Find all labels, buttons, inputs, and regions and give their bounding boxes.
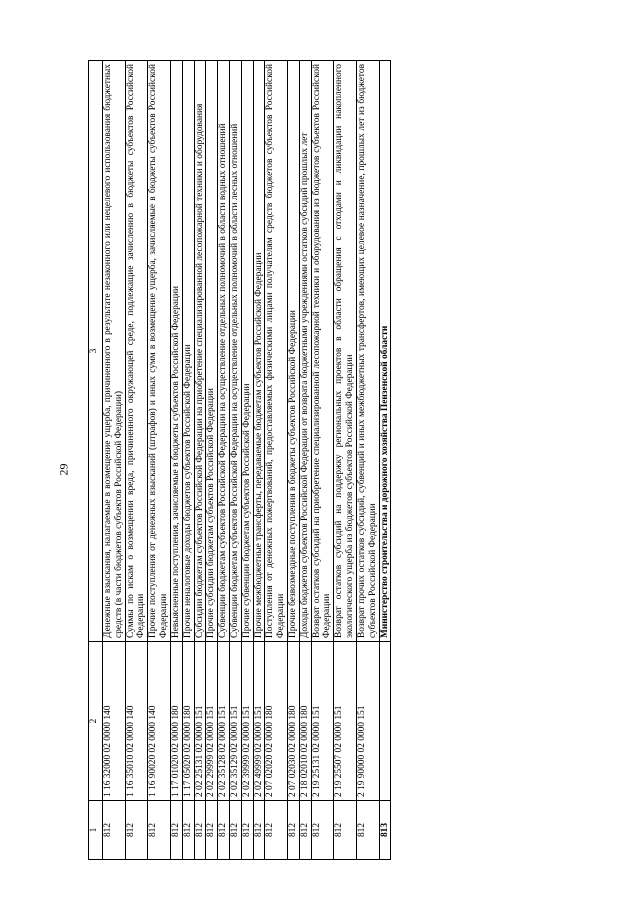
admin-code-cell: 812 [229, 801, 241, 860]
table-row [148, 61, 171, 860]
revenue-code-cell: 1 16 35010 02 0000 140 [125, 642, 148, 801]
table-container [88, 60, 558, 860]
revenue-name-cell: Прочие межбюджетные трансферты, передаваемые бюджетам субъектов Российской Федерации [253, 61, 265, 642]
table-row [170, 61, 182, 860]
admin-code-cell: 812 [356, 801, 379, 860]
table-row [288, 61, 300, 860]
table-row [194, 61, 206, 860]
admin-code-cell: 812 [170, 801, 182, 860]
revenue-code-cell: 2 02 25131 02 0000 151 [194, 642, 206, 801]
table-row [218, 61, 230, 860]
rotated-table-wrapper [88, 60, 558, 860]
page-number: 29 [56, 463, 71, 476]
revenue-code-cell: 2 19 25131 02 0000 151 [311, 642, 334, 801]
admin-code-cell: 812 [194, 801, 206, 860]
revenue-name-cell: Невыясненные поступления, зачисляемые в бюджеты субъектов Российской Федерации [170, 61, 182, 642]
header-col-2: 2 [89, 642, 103, 801]
admin-code-cell: 812 [103, 801, 126, 860]
revenue-name-cell: Субвенции бюджетам субъектов Российской Федерации на осуществление отдельных полномочий в области водных отношений [218, 61, 230, 642]
section-header-row [379, 61, 391, 860]
revenue-name-cell: Прочие неналоговые доходы бюджетов субъектов Российской Федерации [182, 61, 194, 642]
revenue-code-cell: 1 17 01020 02 0000 180 [170, 642, 182, 801]
revenue-name-cell: Возврат прочих остатков субсидий, субвенций и иных межбюджетных трансфертов, имеющих целевое назначение, прошлых лет из бюджетов субъектов Российской Федерации [356, 61, 379, 642]
revenue-name-cell: Возврат остатков субсидий на приобретение специализированной лесопожарной техники и оборудования из бюджетов субъектов Российской Федерации [311, 61, 334, 642]
section-empty-cell [379, 642, 391, 801]
admin-code-cell: 812 [125, 801, 148, 860]
table-row [253, 61, 265, 860]
revenue-code-cell: 1 17 05020 02 0000 180 [182, 642, 194, 801]
revenue-code-cell: 2 02 49999 02 0000 151 [253, 642, 265, 801]
admin-code-cell: 812 [148, 801, 171, 860]
table-row [125, 61, 148, 860]
table-row [206, 61, 218, 860]
admin-code-cell: 812 [299, 801, 311, 860]
table-row [229, 61, 241, 860]
table-row [356, 61, 379, 860]
table-row [311, 61, 334, 860]
table-row [299, 61, 311, 860]
section-title: Министерство строительства и дорожного хозяйства Пензенской области [379, 61, 391, 642]
revenue-name-cell: Доходы бюджетов субъектов Российской Федерации от возврата бюджетными учреждениями остатков субсидий прошлых лет [299, 61, 311, 642]
revenue-code-cell: 2 19 25507 02 0000 151 [334, 642, 357, 801]
header-col-1: 1 [89, 801, 103, 860]
admin-code-cell: 812 [311, 801, 334, 860]
revenue-name-cell: Субвенции бюджетам субъектов Российской Федерации на осуществление отдельных полномочий в области лесных отношений [229, 61, 241, 642]
revenue-code-cell: 1 16 32000 02 0000 140 [103, 642, 126, 801]
revenue-code-cell: 2 02 29999 02 0000 151 [206, 642, 218, 801]
admin-code-cell: 812 [182, 801, 194, 860]
admin-code-cell: 812 [288, 801, 300, 860]
revenue-code-cell: 2 02 39999 02 0000 151 [241, 642, 253, 801]
revenue-name-cell: Субсидии бюджетам субъектов Российской Федерации на приобретение специализированной лесопожарной техники и оборудования [194, 61, 206, 642]
revenue-code-cell: 2 07 02020 02 0000 180 [265, 642, 288, 801]
revenue-code-cell: 2 19 90000 02 0000 151 [356, 642, 379, 801]
revenue-code-cell: 2 02 35128 02 0000 151 [218, 642, 230, 801]
admin-code-cell: 812 [241, 801, 253, 860]
table-header-row [89, 61, 103, 860]
revenue-codes-table [88, 60, 391, 860]
admin-code-cell: 812 [253, 801, 265, 860]
revenue-code-cell: 2 18 02010 02 0000 180 [299, 642, 311, 801]
revenue-name-cell: Прочие субвенции бюджетам субъектов Российской Федерации [241, 61, 253, 642]
admin-code-cell: 812 [265, 801, 288, 860]
revenue-name-cell: Прочие субсидии бюджетам субъектов Российской Федерации [206, 61, 218, 642]
revenue-code-cell: 1 16 90020 02 0000 140 [148, 642, 171, 801]
revenue-name-cell: Прочие поступления от денежных взысканий (штрафов) и иных сумм в возмещение ущерба, зачисляемые в бюджеты субъектов Российской Федерации [148, 61, 171, 642]
revenue-name-cell: Суммы по искам о возмещении вреда, причиненного окружающей среде, подлежащие зачислению в бюджеты субъектов Российской Федерации [125, 61, 148, 642]
table-row [241, 61, 253, 860]
table-row [265, 61, 288, 860]
section-admin-code: 813 [379, 801, 391, 860]
table-row [182, 61, 194, 860]
admin-code-cell: 812 [334, 801, 357, 860]
admin-code-cell: 812 [206, 801, 218, 860]
revenue-code-cell: 2 02 35129 02 0000 151 [229, 642, 241, 801]
header-col-3: 3 [89, 61, 103, 642]
revenue-name-cell: Поступления от денежных пожертвований, предоставляемых физическими лицами получателям средств бюджетов субъектов Российской Федерации [265, 61, 288, 642]
table-row [103, 61, 126, 860]
revenue-name-cell: Прочие безвозмездные поступления в бюджеты субъектов Российской Федерации [288, 61, 300, 642]
revenue-name-cell: Возврат остатков субсидий на поддержку региональных проектов в области обращения с отходами и ликвидации накопленного экологического ущерба из бюджетов субъектов Российской Федерации [334, 61, 357, 642]
revenue-name-cell: Денежные взыскания, налагаемые в возмещение ущерба, причиненного в результате незаконного или нецелевого использования бюджетных средств (в части бюджетов субъектов Российской Федерации) [103, 61, 126, 642]
table-row [334, 61, 357, 860]
admin-code-cell: 812 [218, 801, 230, 860]
revenue-code-cell: 2 07 02030 02 0000 180 [288, 642, 300, 801]
